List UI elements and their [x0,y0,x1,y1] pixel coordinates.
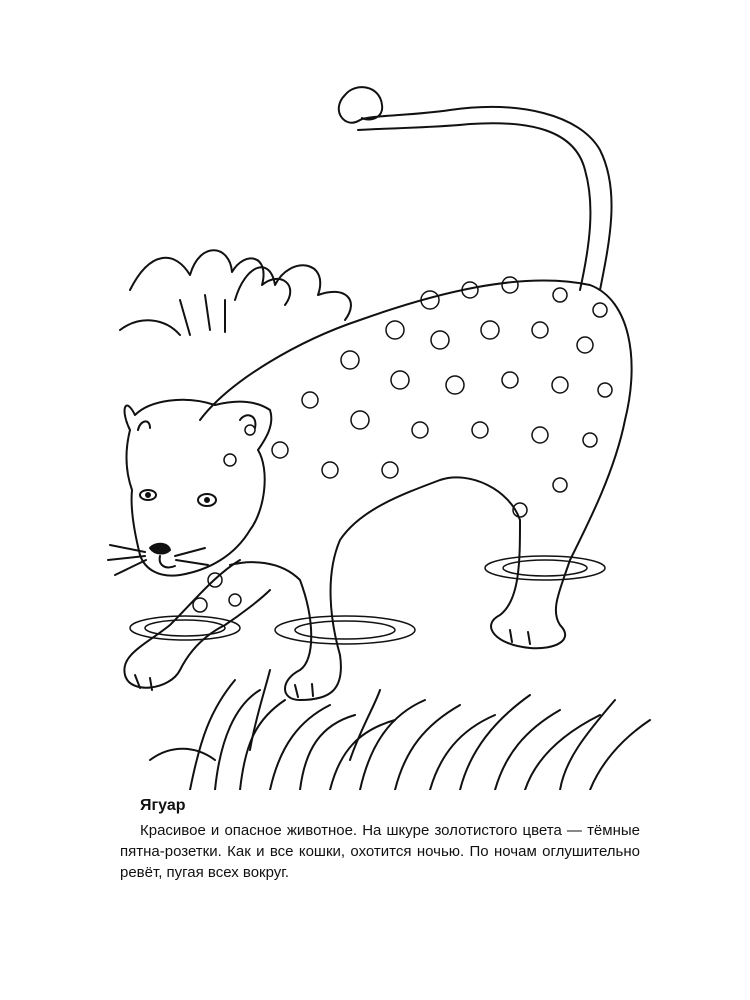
caption-text: Красивое и опасное животное. На шкуре золотистого цвета — тёмные пятна-розетки. Как и все кошки, охотится ночью. По ночам оглушительно ревёт, пугая всех вокруг. [120,822,640,881]
tail [339,87,612,290]
caption-block [120,797,640,883]
foreground-grass [150,670,650,790]
front-leg [124,560,270,688]
background-bushes [120,250,351,335]
caption-title: Ягуар [140,797,186,814]
